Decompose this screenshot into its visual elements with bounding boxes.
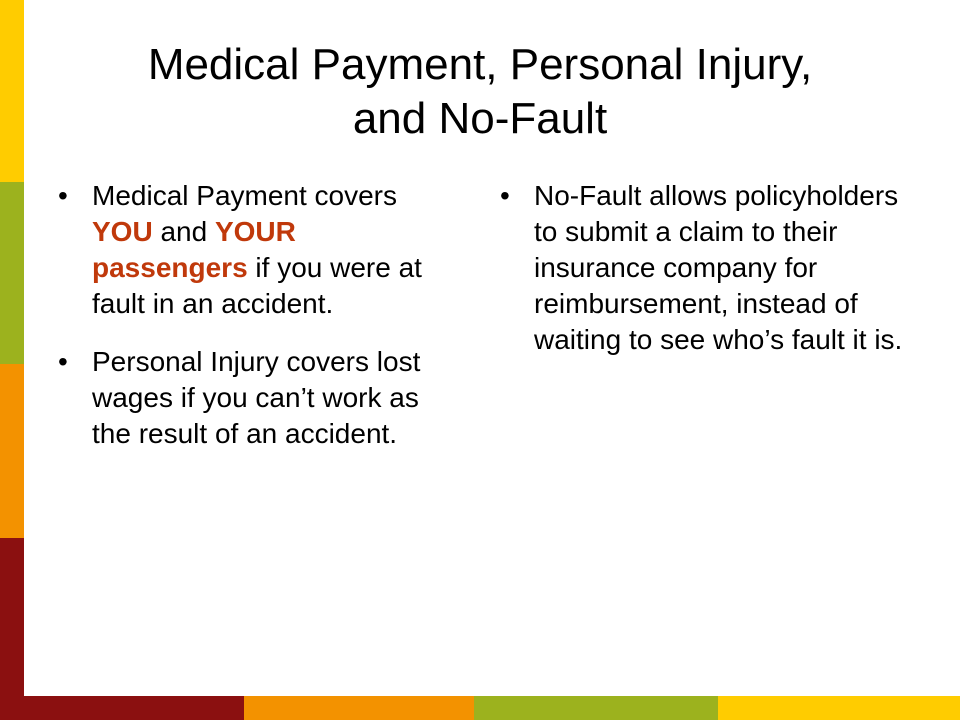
accent-bar-left-green <box>0 182 24 364</box>
bullet-text: Medical Payment covers <box>92 180 398 211</box>
accent-bar-bottom-darkred <box>0 696 244 720</box>
bullet-text: if you were at fault in an accident. <box>92 252 422 319</box>
highlighted-text: YOUR passengers <box>92 216 296 283</box>
accent-bar-bottom-orange <box>244 696 474 720</box>
bullet-item <box>500 178 910 358</box>
slide-title <box>40 38 920 146</box>
bullet-marker: • <box>58 180 68 211</box>
accent-bar-bottom-yellow <box>718 696 960 720</box>
bullet-marker: • <box>58 346 68 377</box>
left-bullet-list <box>58 178 458 474</box>
bullet-item <box>58 178 458 322</box>
accent-bar-left-orange <box>0 364 24 538</box>
bullet-marker: • <box>500 180 510 211</box>
bullet-item <box>58 344 458 452</box>
bullet-text: and <box>152 216 215 247</box>
accent-bar-left-yellow <box>0 0 24 182</box>
right-bullet-list <box>500 178 910 380</box>
bullet-text: No-Fault allows policyholders to submit a claim to their insurance company for reimbursement, instead of waiting to see who’s fault it is. <box>534 180 903 355</box>
slide-title-line-2: and No-Fault <box>352 94 608 143</box>
accent-bar-left-darkred <box>0 538 24 720</box>
slide-title-line-1: Medical Payment, Personal Injury, <box>147 40 813 89</box>
highlighted-text: YOU <box>92 216 153 247</box>
bullet-text: Personal Injury covers lost wages if you can’t work as the result of an accident. <box>92 346 421 449</box>
accent-bar-bottom-green <box>474 696 718 720</box>
